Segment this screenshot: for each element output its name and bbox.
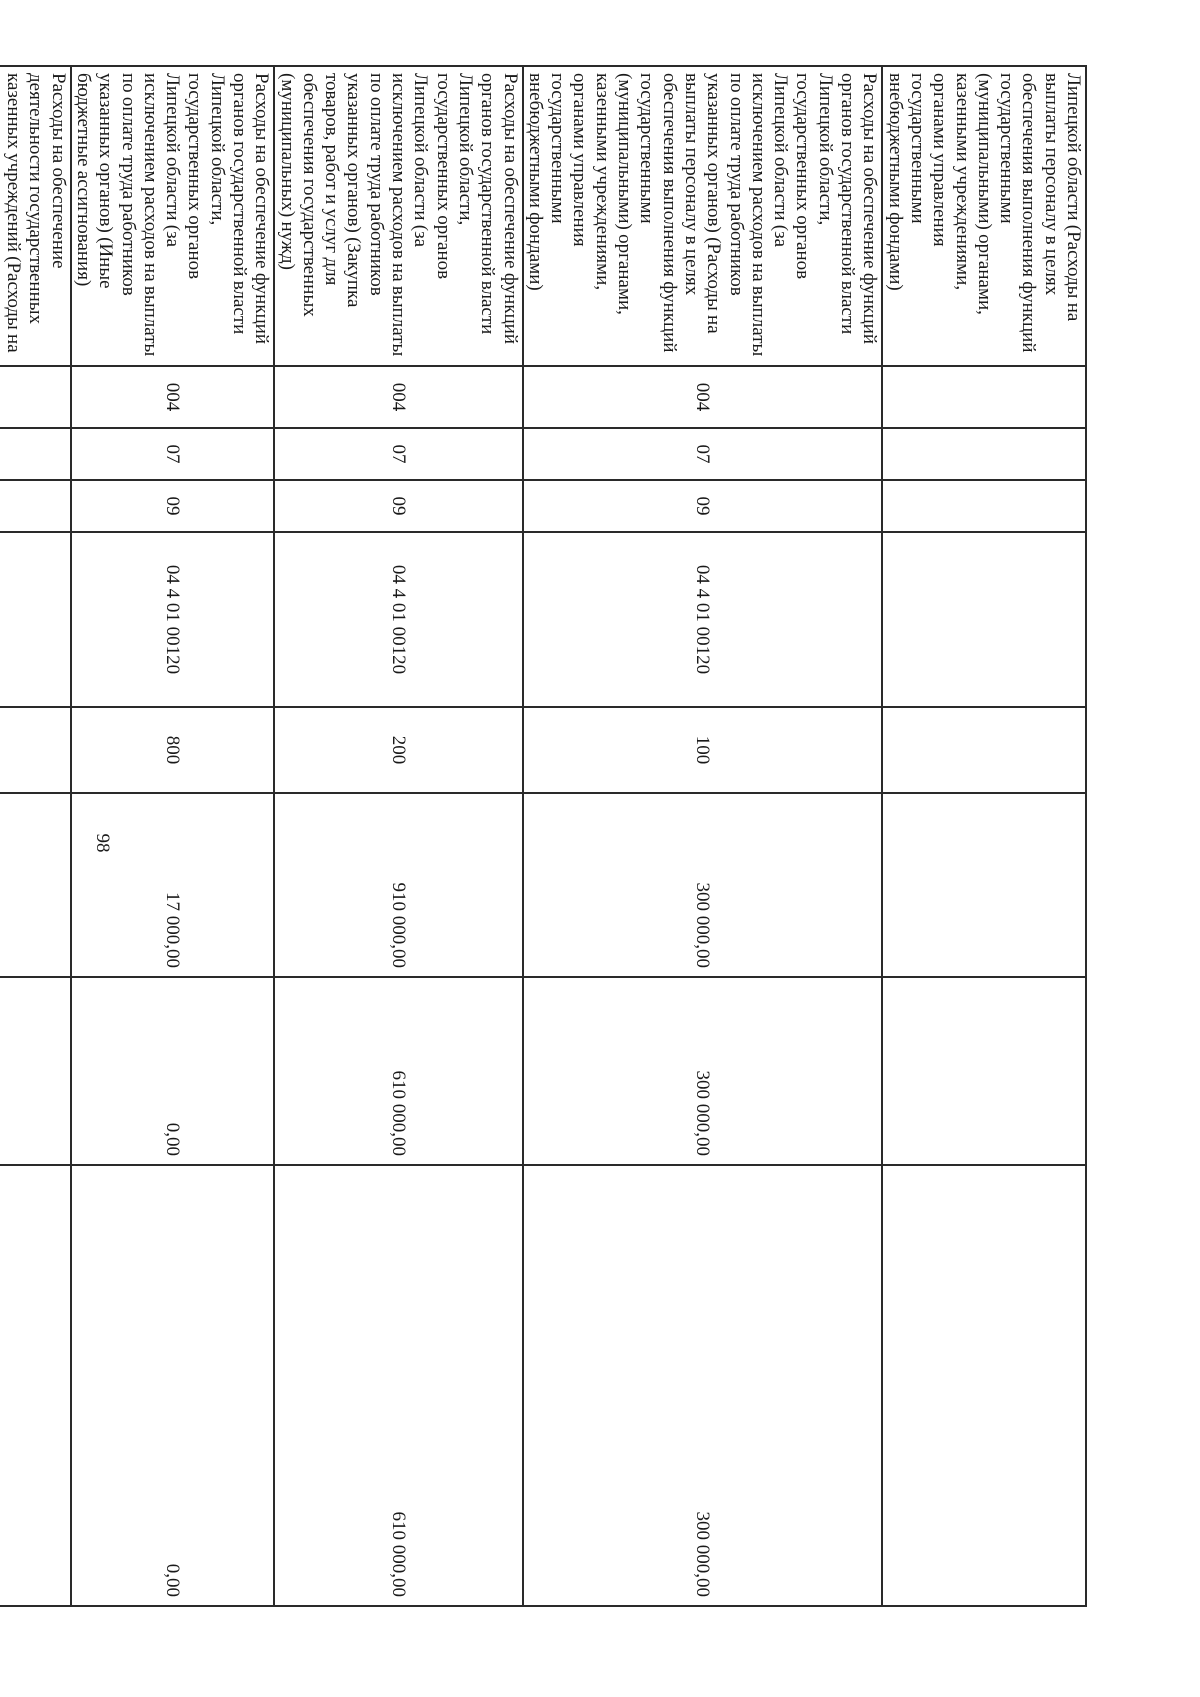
amount-total-cell xyxy=(71,793,275,977)
target-article: 04 4 01 00120 xyxy=(162,564,184,675)
ministry-code-cell xyxy=(274,366,522,428)
section-code: 07 xyxy=(388,444,410,464)
amount-3-cell xyxy=(523,1165,883,1606)
row-description: Расходы на обеспечение деятельности государственных казенных учреждений (Расходы на xyxy=(0,66,71,366)
amount-2: 300 000,00 xyxy=(692,1070,714,1156)
amount-2-cell xyxy=(882,977,1086,1165)
expense-type-cell xyxy=(274,707,522,793)
ministry-code: 004 xyxy=(388,382,410,412)
table-row xyxy=(71,66,275,1606)
row-description: Липецкой области (Расходы на выплаты персоналу в целях обеспечения выполнения функций государственными (муниципальными) органами, казенными учреждениями, органами управления государственными внебюджетными фондами) xyxy=(882,66,1086,366)
subsection-code: 09 xyxy=(162,496,184,516)
expense-type-cell xyxy=(882,707,1086,793)
amount-3: 0,00 xyxy=(162,1563,184,1597)
amount-total-cell xyxy=(0,793,71,977)
row-description: Расходы на обеспечение функций органов государственной власти Липецкой области, государственных органов Липецкой области (за исключением расходов на выплаты по оплате труда работников указанных органов) (Закупка товаров, работ и услуг для обеспечения государственных (муниципальных) нужд) xyxy=(274,66,522,366)
amount-total-cell xyxy=(274,793,522,977)
amount-3-cell xyxy=(0,1165,71,1606)
expense-type: 200 xyxy=(388,735,410,765)
amount-3-cell xyxy=(274,1165,522,1606)
amount-3-cell xyxy=(71,1165,275,1606)
table-row xyxy=(0,66,71,1606)
amount-total-cell xyxy=(523,793,883,977)
amount-3: 610 000,00 xyxy=(388,1511,410,1597)
subsection-code-cell xyxy=(882,480,1086,532)
section-code-cell xyxy=(523,428,883,480)
target-article: 04 4 01 00120 xyxy=(692,564,714,675)
ministry-code-cell xyxy=(882,366,1086,428)
ministry-code-cell xyxy=(0,366,71,428)
amount-3-cell xyxy=(882,1165,1086,1606)
amount-3: 300 000,00 xyxy=(692,1511,714,1597)
row-description: Расходы на обеспечение функций органов государственной власти Липецкой области, государственных органов Липецкой области (за исключением расходов на выплаты по оплате труда работников указанных органов) (Расходы на выплаты персоналу в целях обеспечения выполнения функций государственными (муниципальными) органами, казенными учреждениями, органами управления государственными внебюджетными фондами) xyxy=(523,66,883,366)
subsection-code: 09 xyxy=(388,496,410,516)
table-row xyxy=(523,66,883,1606)
ministry-code-cell xyxy=(523,366,883,428)
page-number: 98 xyxy=(92,833,113,853)
ministry-code: 004 xyxy=(162,382,184,412)
section-code: 07 xyxy=(162,444,184,464)
expense-type: 100 xyxy=(692,735,714,765)
row-description: Расходы на обеспечение функций органов государственной власти Липецкой области, государственных органов Липецкой области (за исключением расходов на выплаты по оплате труда работников указанных органов) (Иные бюджетные ассигнования) xyxy=(71,66,275,366)
amount-total: 300 000,00 xyxy=(692,882,714,968)
table-row xyxy=(882,66,1086,1606)
expense-type-cell xyxy=(71,707,275,793)
table-row xyxy=(274,66,522,1606)
subsection-code-cell xyxy=(274,480,522,532)
section-code-cell xyxy=(882,428,1086,480)
ministry-code: 004 xyxy=(692,382,714,412)
target-article-cell xyxy=(0,532,71,707)
amount-2-cell xyxy=(523,977,883,1165)
section-code: 07 xyxy=(692,444,714,464)
amount-2-cell xyxy=(274,977,522,1165)
target-article: 04 4 01 00120 xyxy=(388,564,410,675)
amount-2: 0,00 xyxy=(162,1122,184,1156)
amount-total: 17 000,00 xyxy=(162,892,184,968)
section-code-cell xyxy=(71,428,275,480)
target-article-cell xyxy=(523,532,883,707)
target-article-cell xyxy=(274,532,522,707)
expense-type-cell xyxy=(0,707,71,793)
amount-2-cell xyxy=(0,977,71,1165)
expense-type: 800 xyxy=(162,735,184,765)
amount-2: 610 000,00 xyxy=(388,1070,410,1156)
amount-total: 910 000,00 xyxy=(388,882,410,968)
section-code-cell xyxy=(274,428,522,480)
subsection-code-cell xyxy=(71,480,275,532)
section-code-cell xyxy=(0,428,71,480)
amount-2-cell xyxy=(71,977,275,1165)
target-article-cell xyxy=(882,532,1086,707)
ministry-code-cell xyxy=(71,366,275,428)
target-article-cell xyxy=(71,532,275,707)
subsection-code-cell xyxy=(523,480,883,532)
subsection-code: 09 xyxy=(692,496,714,516)
subsection-code-cell xyxy=(0,480,71,532)
expense-type-cell xyxy=(523,707,883,793)
amount-total-cell xyxy=(882,793,1086,977)
budget-table xyxy=(0,65,1087,1607)
